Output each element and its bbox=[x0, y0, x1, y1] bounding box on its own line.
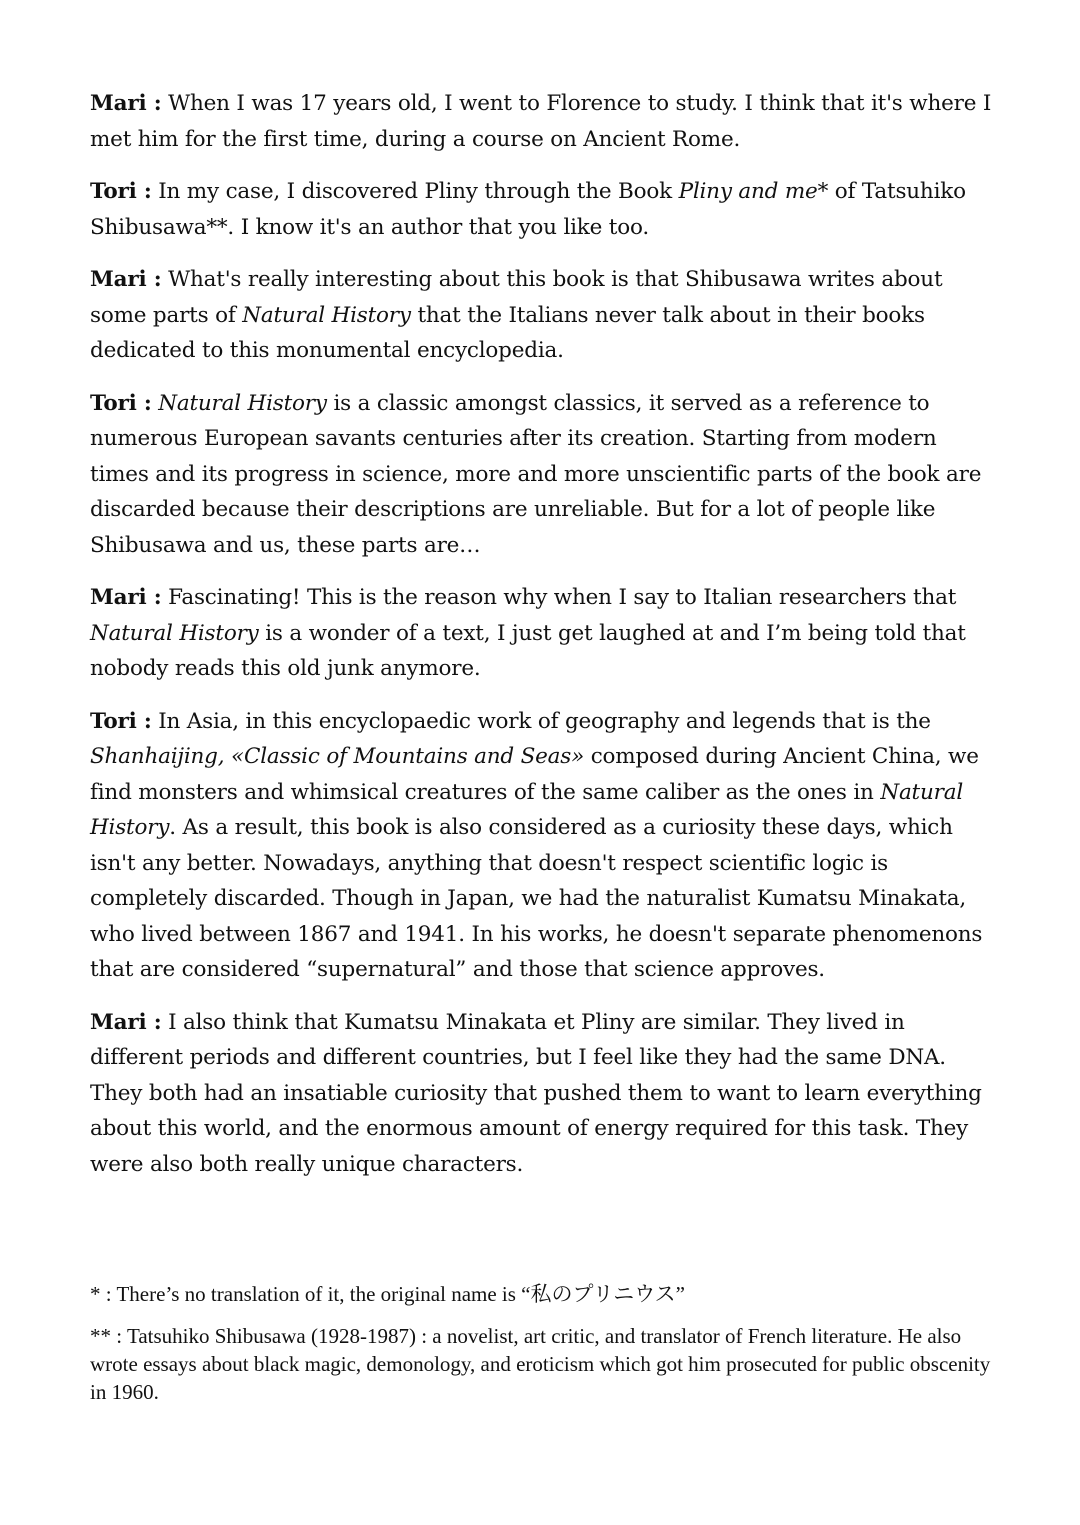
footnote: ** : Tatsuhiko Shibusawa (1928-1987) : a novelist, art critic, and translator of French literature. He also wrote essays about black magic, demonology, and eroticism which got him prosecuted for public obscenity in 1960. bbox=[90, 1324, 991, 1404]
speaker-name: Mari : bbox=[90, 585, 162, 610]
book-title: Natural History bbox=[90, 620, 259, 646]
speaker-name: Tori : bbox=[90, 708, 152, 734]
speaker-name: Tori : bbox=[90, 179, 152, 204]
dialogue-text: is a classic amongst classics, it served as a reference to numerous European savants centuries after its creation. Starting from modern times and its progress in science, more and more unscientific parts of the book are discarded because their descriptions are unreliable. But for a lot of people like Shibusawa and us, these parts are… bbox=[90, 390, 982, 558]
dialogue-text: that the Italians never talk about in their books dedicated to this monumental encyclopedia. bbox=[90, 302, 925, 363]
book-title: Pliny and me* bbox=[678, 179, 829, 204]
document-body bbox=[90, 86, 998, 1199]
dialogue-text: is a wonder of a text, I just get laughed at and I’m being told that nobody reads this old junk anymore. bbox=[90, 620, 966, 681]
dialogue-text: composed during Ancient China, we find monsters and whimsical creatures of the same caliber as the ones in bbox=[90, 744, 979, 805]
dialogue-text: What's really interesting about this book is that Shibusawa writes about some parts of bbox=[90, 267, 943, 328]
dialogue-paragraph bbox=[90, 174, 998, 245]
dialogue-text: In Asia, in this encyclopaedic work of geography and legends that is the bbox=[151, 708, 931, 734]
dialogue-paragraph bbox=[90, 262, 998, 369]
speaker-name: Tori : bbox=[90, 390, 152, 416]
book-title: Natural History bbox=[242, 302, 411, 328]
speaker-name: Mari : bbox=[90, 1009, 162, 1035]
dialogue-paragraph bbox=[90, 86, 998, 157]
book-title: Shanhaijing, «Classic of Mountains and Seas» bbox=[90, 744, 585, 769]
dialogue-paragraph bbox=[90, 386, 998, 564]
speaker-name: Mari : bbox=[90, 91, 162, 116]
footnotes bbox=[90, 1280, 1000, 1420]
dialogue-text: . As a result, this book is also considered as a curiosity these days, which isn't any better. Nowadays, anything that doesn't respect scientific logic is completely discarded. Though in Japan, we had the naturalist Kumatsu Minakata, who lived between 1867 and 1941. In his works, he doesn't separate phenomenons that are considered “supernatural” and those that science approves. bbox=[90, 815, 983, 982]
dialogue-paragraph bbox=[90, 1005, 998, 1183]
dialogue-text: of Tatsuhiko Shibusawa**. I know it's an author that you like too. bbox=[90, 179, 966, 240]
book-title: Natural History bbox=[90, 779, 964, 840]
footnote: * : There’s no translation of it, the original name is “私のプリニウス” bbox=[90, 1282, 685, 1306]
speaker-name: Mari : bbox=[90, 267, 162, 292]
dialogue-paragraph bbox=[90, 704, 998, 988]
dialogue-text: When I was 17 years old, I went to Florence to study. I think that it's where I met him for the first time, during a course on Ancient Rome. bbox=[90, 91, 992, 152]
dialogue-text: In my case, I discovered Pliny through the Book bbox=[151, 179, 679, 204]
book-title: Natural History bbox=[158, 390, 327, 416]
dialogue-text: I also think that Kumatsu Minakata et Pliny are similar. They lived in different periods and different countries, but I feel like they had the same DNA. They both had an insatiable curiosity that pushed them to want to learn everything about this world, and the enormous amount of energy required for this task. They were also both really unique characters. bbox=[90, 1009, 982, 1177]
dialogue-text: Fascinating! This is the reason why when I say to Italian researchers that bbox=[161, 585, 957, 610]
dialogue-paragraph bbox=[90, 580, 998, 687]
